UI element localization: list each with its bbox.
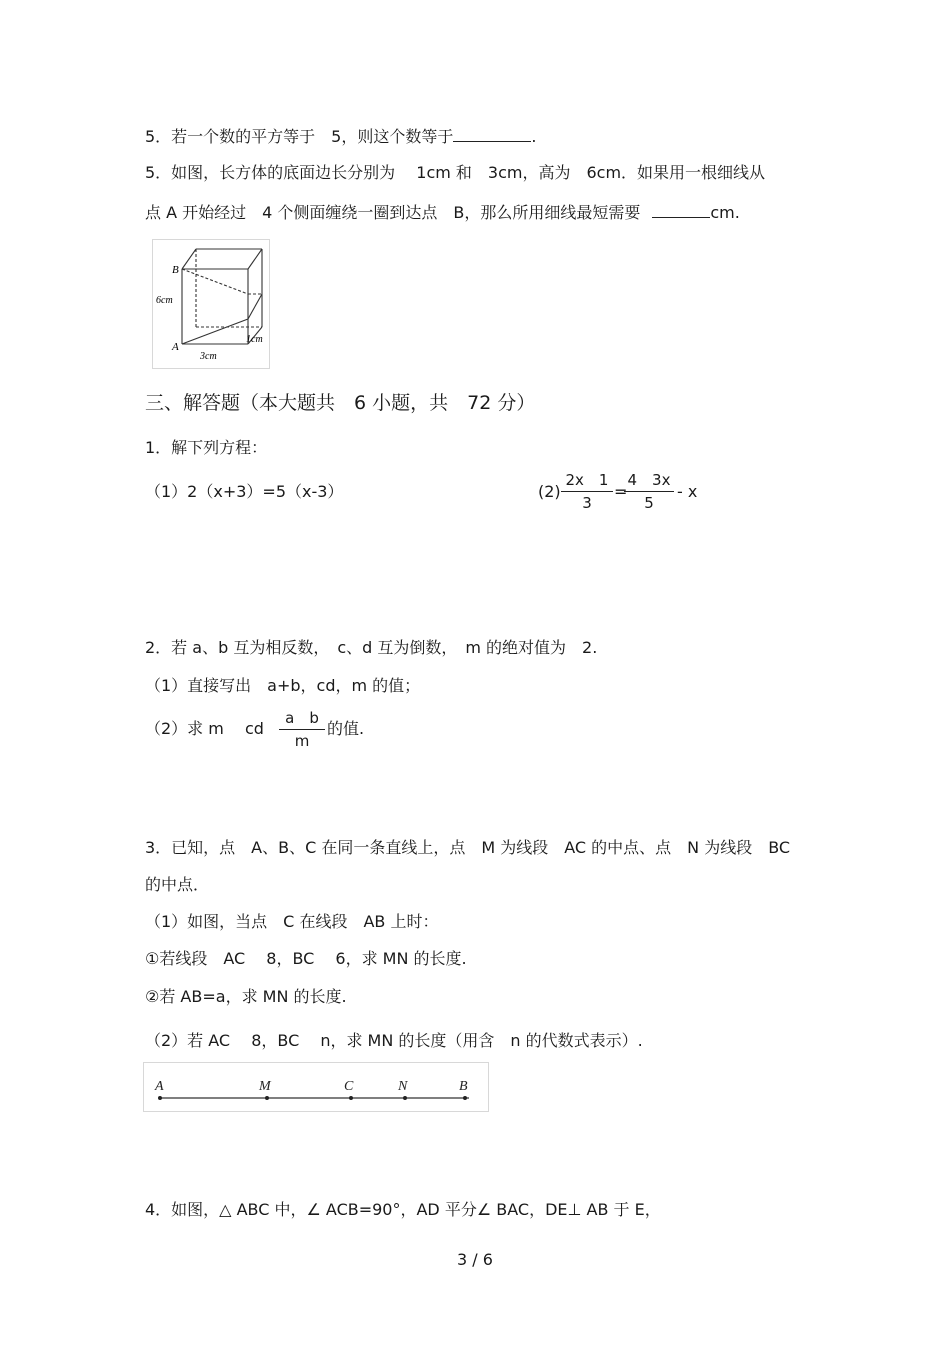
fraction-2-numerator: 4 3x xyxy=(627,471,671,489)
question-3-sub2: ②若 AB=a，求 MN 的长度. xyxy=(145,987,347,1006)
question-3-part2: （2）若 AC 8，BC n，求 MN 的长度（用含 n 的代数式表示）. xyxy=(145,1031,643,1050)
question-3-sub1: ①若线段 AC 8，BC 6，求 MN 的长度. xyxy=(145,949,467,968)
question-5a-tail: . xyxy=(531,127,537,146)
section-title: 三、解答题（本大题共 6 小题，共 72 分） xyxy=(145,392,536,414)
fraction-1-denominator: 3 xyxy=(582,494,592,512)
question-4-line1: 4．如图，△ ABC 中，∠ ACB=90°，AD 平分∠ BAC，DE⊥ AB 于 E， xyxy=(145,1200,661,1219)
vertex-b-label: B xyxy=(172,264,179,276)
point-c-label: C xyxy=(344,1079,354,1094)
page-number: 3 / 6 xyxy=(457,1250,493,1269)
question-1-intro: 1．解下列方程： xyxy=(145,438,268,457)
height-label: 6cm xyxy=(156,295,173,306)
question-2-part2-prefix: （2）求 m cd xyxy=(145,719,264,738)
fraction-1 xyxy=(561,471,613,512)
point-a-label: A xyxy=(155,1079,164,1094)
equals-sign: = xyxy=(614,482,628,501)
question-5b-unit: cm. xyxy=(710,203,740,222)
fraction-3-denominator: m xyxy=(294,732,310,750)
question-1-part2-suffix: - x xyxy=(677,482,698,501)
fraction-3-numerator: a b xyxy=(285,709,319,727)
answer-blank xyxy=(453,125,531,142)
question-5a xyxy=(145,125,536,147)
question-3-line1: 3．已知，点 A、B、C 在同一条直线上，点 M 为线段 AC 的中点、点 N 为线段 BC xyxy=(145,838,791,857)
fraction-2 xyxy=(624,471,674,512)
question-1-part2-prefix: (2) xyxy=(538,482,561,501)
answer-blank xyxy=(652,201,710,218)
question-2-part2-suffix: 的值. xyxy=(327,719,365,738)
segment-figure xyxy=(143,1062,489,1112)
question-5b-line2 xyxy=(145,201,740,223)
question-5b-line2-text: 点 A 开始经过 4 个侧面缠绕一圈到达点 B，那么所用细线最短需要 xyxy=(145,203,641,222)
question-3-line2: 的中点． xyxy=(145,875,210,894)
fraction-2-denominator: 5 xyxy=(644,494,654,512)
fraction-3 xyxy=(279,709,325,750)
question-2-intro: 2．若 a、b 互为相反数， c、d 互为倒数， m 的绝对值为 2. xyxy=(145,638,598,657)
width-label: 3cm xyxy=(200,351,217,362)
point-m-label: M xyxy=(259,1079,271,1094)
question-5a-text: 5．若一个数的平方等于 5，则这个数等于 xyxy=(145,127,454,146)
question-3-part1: （1）如图，当点 C 在线段 AB 上时： xyxy=(145,912,439,931)
depth-label: 1cm xyxy=(246,334,263,345)
cuboid-figure xyxy=(152,239,270,369)
point-b-label: B xyxy=(459,1079,468,1094)
point-n-label: N xyxy=(398,1079,408,1094)
fraction-1-numerator: 2x 1 xyxy=(565,471,609,489)
question-1-part1: （1）2（x+3）=5（x-3） xyxy=(145,482,344,501)
question-5b-line1: 5．如图，长方体的底面边长分别为 1cm 和 3cm，高为 6cm．如果用一根细线从 xyxy=(145,163,766,182)
question-2-part1: （1）直接写出 a+b，cd，m 的值； xyxy=(145,676,421,695)
vertex-a-label: A xyxy=(172,341,179,353)
